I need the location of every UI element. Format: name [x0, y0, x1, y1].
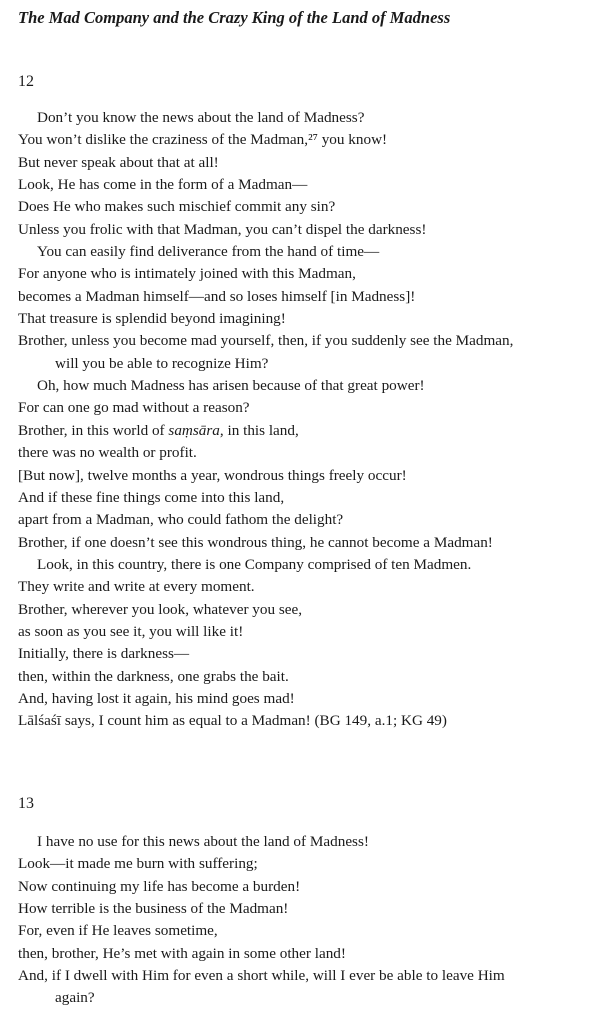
verse-line: But never speak about that at all!	[18, 153, 219, 171]
verse-line: again?	[55, 989, 95, 1007]
verse-line: Initially, there is darkness—	[18, 645, 190, 663]
verse-line: Brother, if one doesn’t see this wondrous thing, he cannot become a Madman!	[18, 533, 493, 551]
verse-line: Brother, unless you become mad yourself, then, if you suddenly see the Madman,	[18, 332, 514, 350]
verse-line: How terrible is the business of the Madman!	[18, 900, 289, 918]
verse-line: For can one go mad without a reason?	[18, 399, 250, 417]
poem-13-text	[18, 831, 598, 1010]
verse-line: becomes a Madman himself—and so loses himself [in Madness]!	[18, 287, 416, 305]
verse-line: And, if I dwell with Him for even a short while, will I ever be able to leave Him	[18, 967, 505, 985]
verse-line: And, having lost it again, his mind goes mad!	[18, 689, 295, 707]
poem-12-text	[18, 107, 598, 733]
verse-line: And if these fine things come into this land,	[18, 488, 285, 506]
verse-line: For anyone who is intimately joined with this Madman,	[18, 265, 356, 283]
verse-line: then, within the darkness, one grabs the bait.	[18, 667, 289, 685]
verse-line: [But now], twelve months a year, wondrous things freely occur!	[18, 466, 407, 484]
verse-line: will you be able to recognize Him?	[55, 354, 269, 372]
verse-line: Brother, wherever you look, whatever you see,	[18, 600, 303, 618]
verse-line: Does He who makes such mischief commit any sin?	[18, 198, 336, 216]
verse-line: You won’t dislike the craziness of the Madman,²⁷ you know!	[18, 131, 388, 149]
verse-line: apart from a Madman, who could fathom the delight?	[18, 511, 344, 529]
verse-line: I have no use for this news about the land of Madness!	[37, 833, 369, 850]
verse-line: That treasure is splendid beyond imagining!	[18, 310, 286, 328]
verse-line: Lālśaśī says, I count him as equal to a Madman! (BG 149, a.1; KG 49)	[18, 712, 447, 730]
verse-line: Look, He has come in the form of a Madman—	[18, 176, 308, 194]
verse-line: Oh, how much Madness has arisen because of that great power!	[37, 377, 425, 395]
verse-line: then, brother, He’s met with again in some other land!	[18, 944, 346, 962]
verse-line: You can easily find deliverance from the hand of time—	[37, 243, 380, 261]
poem-number-12: 12	[18, 73, 34, 90]
verse-line: as soon as you see it, you will like it!	[18, 622, 244, 640]
verse-line: Look—it made me burn with suffering;	[18, 855, 258, 873]
poem-number-13: 13	[18, 795, 34, 812]
verse-line: Don’t you know the news about the land of Madness?	[37, 109, 365, 126]
running-head: The Mad Company and the Crazy King of the Land of Madness	[18, 8, 451, 27]
verse-line: Now continuing my life has become a burden!	[18, 877, 301, 895]
verse-line: there was no wealth or profit.	[18, 444, 197, 462]
verse-line: Brother, in this world of saṃsāra, in this land,	[18, 421, 299, 439]
verse-line: Unless you frolic with that Madman, you can’t dispel the darkness!	[18, 220, 427, 238]
verse-line: Look, in this country, there is one Company comprised of ten Madmen.	[37, 555, 472, 573]
verse-line: For, even if He leaves sometime,	[18, 922, 218, 940]
verse-line: They write and write at every moment.	[18, 578, 255, 596]
